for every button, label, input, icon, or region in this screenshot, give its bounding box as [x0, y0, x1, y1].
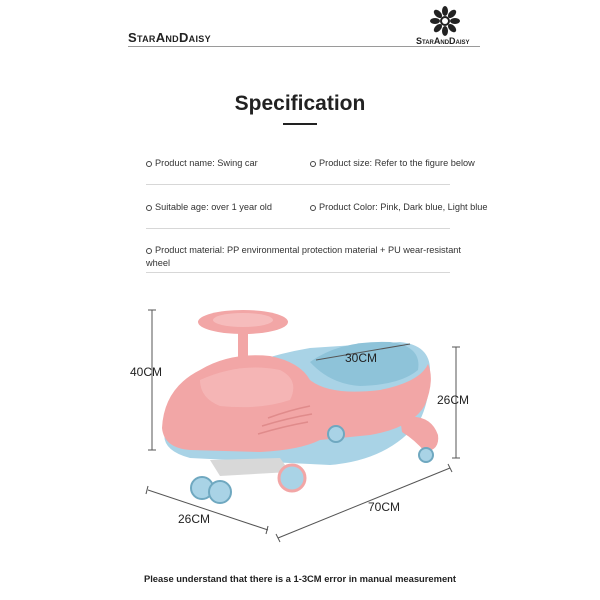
page-title: Specification: [234, 92, 366, 115]
dimension-length-label: 70CM: [368, 500, 401, 514]
spec-product-color: Product Color: Pink, Dark blue, Light blue: [310, 201, 488, 214]
brand-name-left: StarAndDaisy: [128, 30, 211, 45]
spec-product-material: Product material: PP environmental protection material + PU wear-resistant wheel: [146, 245, 461, 268]
spec-suitable-age: Suitable age: over 1 year old: [146, 201, 272, 214]
bullet-icon: [310, 161, 316, 167]
spec-divider: [146, 272, 450, 273]
measurement-note: Please understand that there is a 1-3CM error in manual measurement: [143, 573, 457, 584]
bullet-icon: [310, 205, 316, 211]
bullet-icon: [146, 205, 152, 211]
spec-product-size: Product size: Refer to the figure below: [310, 157, 475, 170]
title-underline: [283, 123, 317, 125]
dimension-width-label: 26CM: [178, 512, 211, 526]
daisy-logo-icon: [428, 6, 462, 36]
bullet-icon: [146, 248, 152, 254]
dimension-height-label: 40CM: [130, 365, 163, 379]
spec-product-name: Product name: Swing car: [146, 157, 258, 170]
dimension-seat-width-label: 30CM: [345, 351, 378, 365]
spec-divider: [146, 184, 450, 185]
dimension-seat-height-label: 26CM: [437, 393, 470, 407]
bullet-icon: [146, 161, 152, 167]
brand-name-right: StarAndDaisy: [416, 36, 470, 46]
header-divider: [128, 46, 480, 47]
spec-divider: [146, 228, 450, 229]
